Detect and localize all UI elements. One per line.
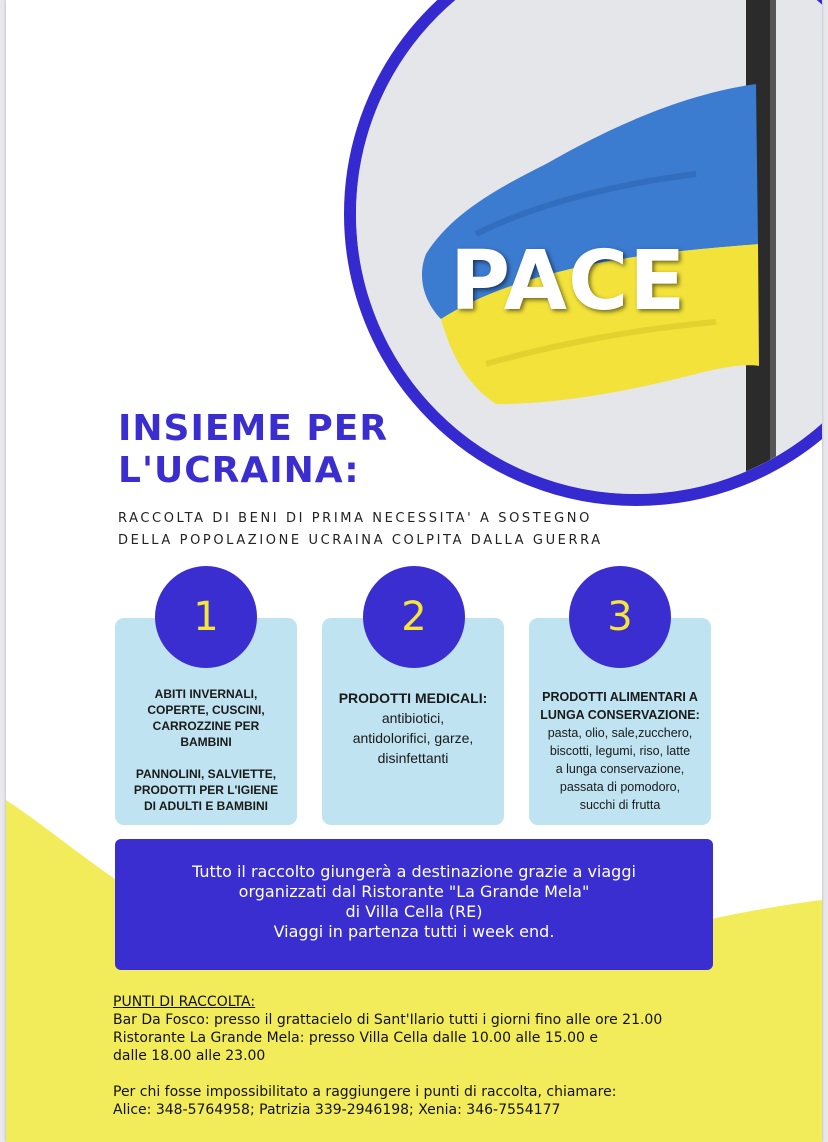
card-line: BAMBINI [180, 735, 232, 749]
card-food-text [535, 688, 705, 814]
spacer [113, 1065, 753, 1083]
card-line: antidolorifici, garze, [352, 730, 474, 746]
contacts-phones: Alice: 348-5764958; Patrizia 339-2946198; Xenia: 346-7554177 [113, 1102, 561, 1118]
card-clothing-text [121, 686, 291, 814]
card-line: a lunga conservazione, [555, 762, 685, 776]
title-line-1: INSIEME PER [118, 408, 389, 449]
step-number-2: 2 [363, 566, 465, 668]
banner-line: di Villa Cella (RE) [345, 902, 483, 921]
card-line: biscotti, legumi, riso, latte [549, 744, 691, 758]
step-number-3: 3 [569, 566, 671, 668]
collection-heading: PUNTI DI RACCOLTA: [113, 994, 256, 1010]
subtitle-line-2: DELLA POPOLAZIONE UCRAINA COLPITA DALLA GUERRA [118, 533, 603, 548]
card-line: COPERTE, CUSCINI, [147, 703, 265, 717]
card-line: antibiotici, [381, 710, 445, 726]
card-line: succhi di frutta [579, 798, 661, 812]
card-spacer [121, 750, 291, 766]
collection-line: Ristorante La Grande Mela: presso Villa Cella dalle 10.00 alle 15.00 e [113, 1030, 599, 1046]
subtitle-line-1: RACCOLTA DI BENI DI PRIMA NECESSITA' A SOSTEGNO [118, 511, 592, 526]
step-number-1: 1 [155, 566, 257, 668]
page-title [118, 408, 388, 492]
banner-line: organizzati dal Ristorante "La Grande Mela" [238, 882, 590, 901]
contacts-intro: Per chi fosse impossibilitato a raggiungere i punti di raccolta, chiamare: [113, 1084, 617, 1100]
card-line: CARROZZINE PER [152, 719, 260, 733]
collection-info [113, 993, 753, 1119]
card-line: PRODOTTI MEDICALI: [338, 690, 488, 706]
subtitle [118, 508, 603, 552]
transport-banner [115, 839, 713, 970]
collection-line: dalle 18.00 alle 23.00 [113, 1048, 266, 1064]
card-line: DI ADULTI E BAMBINI [144, 799, 268, 813]
card-medical-text [328, 688, 498, 768]
card-line: passata di pomodoro, [559, 780, 681, 794]
card-line: disinfettanti [377, 750, 449, 766]
card-line: pasta, olio, sale,zucchero, [547, 726, 693, 740]
card-line: ABITI INVERNALI, [154, 687, 258, 701]
card-line: PANNOLINI, SALVIETTE, [135, 767, 277, 781]
card-line: PRODOTTI ALIMENTARI A [542, 690, 698, 704]
collection-line: Bar Da Fosco: presso il grattacielo di Sant'Ilario tutti i giorni fino alle ore 21.00 [113, 1012, 663, 1028]
pace-overlay-text: PACE [450, 234, 687, 329]
flyer-page [6, 0, 822, 1142]
card-line: PRODOTTI PER L'IGIENE [133, 783, 279, 797]
banner-line: Viaggi in partenza tutti i week end. [273, 922, 555, 941]
title-line-2: L'UCRAINA: [118, 450, 360, 491]
card-line: LUNGA CONSERVAZIONE: [540, 708, 700, 722]
banner-line: Tutto il raccolto giungerà a destinazione grazie a viaggi [192, 862, 636, 881]
